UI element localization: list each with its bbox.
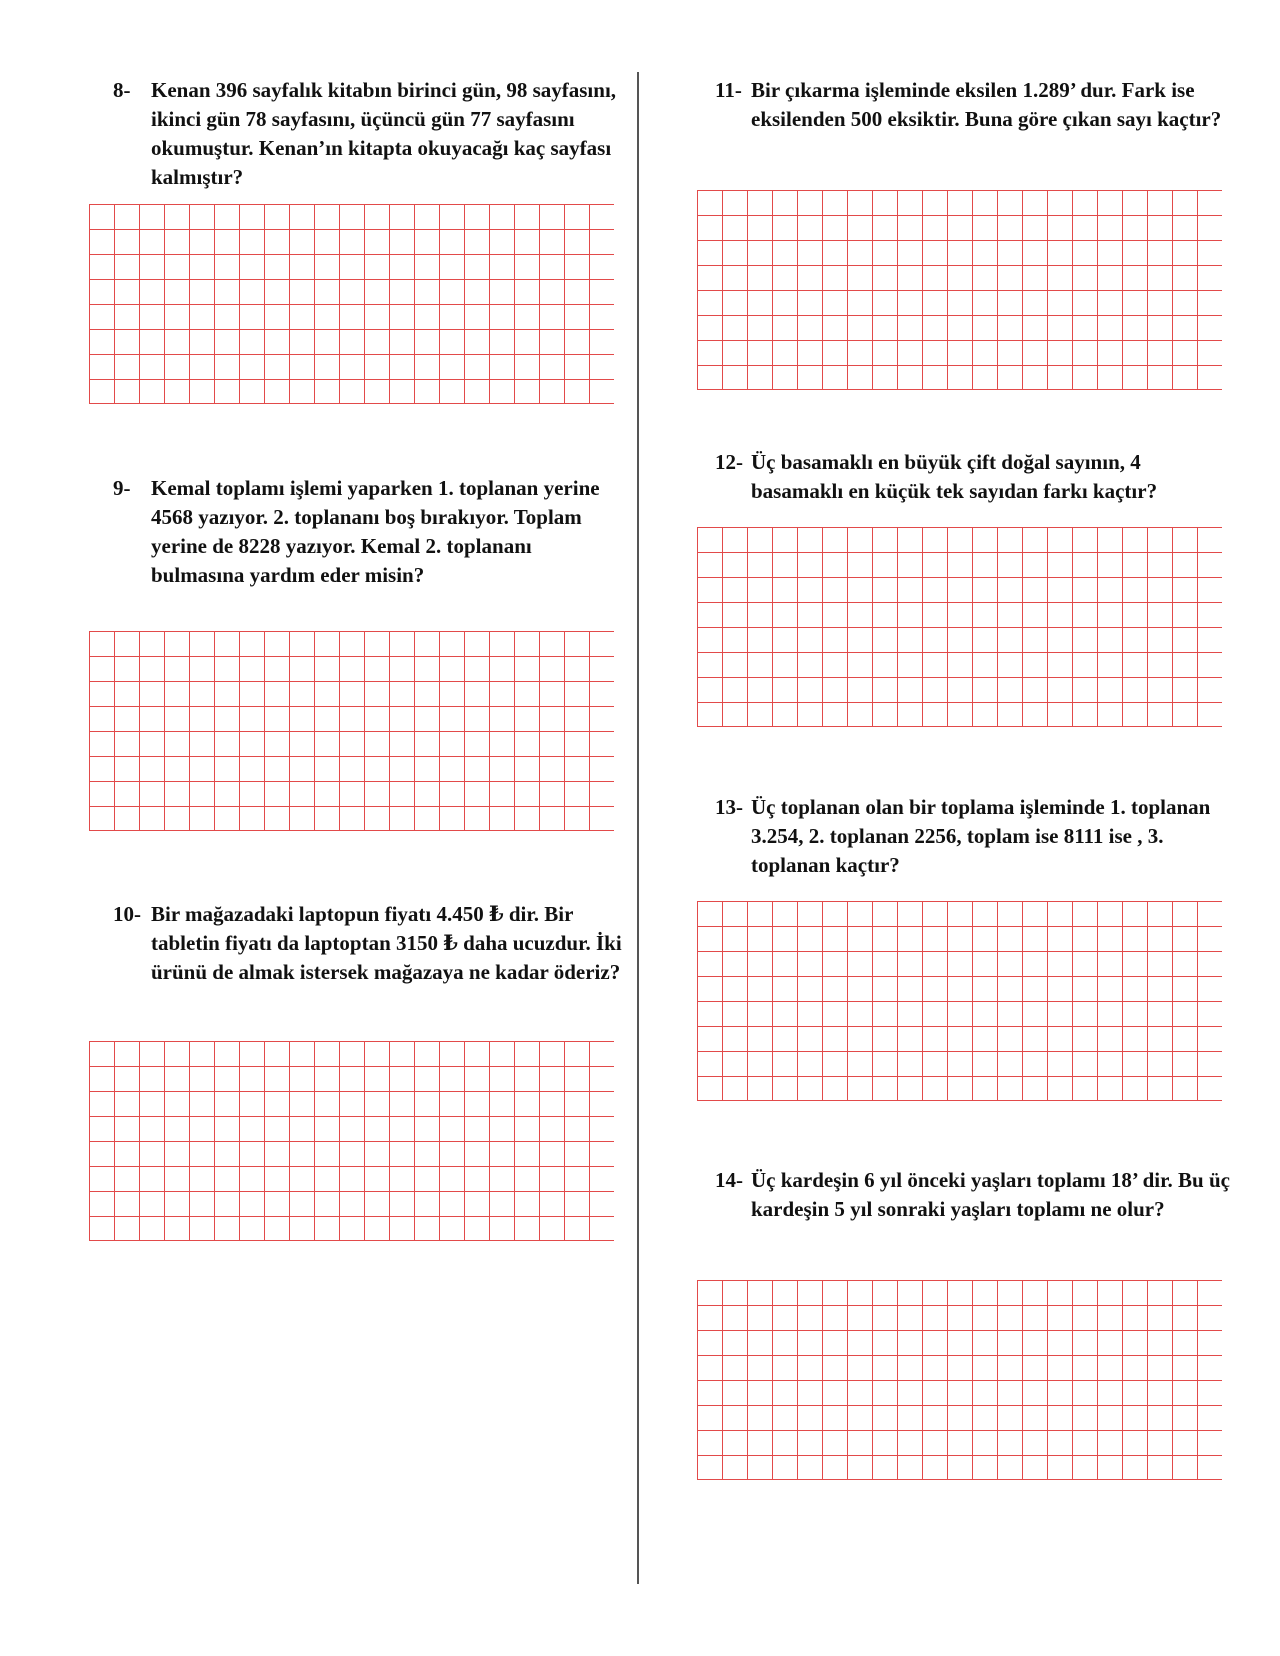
question-9 (113, 474, 623, 590)
question-text: Bir mağazadaki laptopun fiyatı 4.450 ₺ dir. Bir tabletin fiyatı da laptoptan 3150 ₺ daha ucuzdur. İki ürünü de almak istersek mağazaya ne kadar öderiz? (151, 902, 622, 984)
question-text: Üç toplanan olan bir toplama işleminde 1. toplanan 3.254, 2. toplanan 2256, toplam ise 8111 ise , 3. toplanan kaçtır? (751, 795, 1211, 877)
question-12 (715, 448, 1235, 506)
question-number: 14- (715, 1168, 743, 1192)
answer-grid-12[interactable] (697, 527, 1222, 727)
question-number: 13- (715, 795, 743, 819)
question-number: 10- (113, 902, 141, 926)
answer-grid-13[interactable] (697, 901, 1222, 1101)
question-number: 9- (113, 476, 131, 500)
question-text: Kenan 396 sayfalık kitabın birinci gün, 98 sayfasını, ikinci gün 78 sayfasını, üçüncü gün 77 sayfasını okumuştur. Kenan’ın kitapta okuyacağı kaç sayfası kalmıştır? (151, 78, 617, 189)
question-11 (715, 76, 1235, 134)
answer-grid-8[interactable] (89, 204, 614, 404)
column-divider (637, 72, 639, 1584)
question-text: Bir çıkarma işleminde eksilen 1.289’ dur. Fark ise eksilenden 500 eksiktir. Buna göre çıkan sayı kaçtır? (751, 78, 1222, 131)
question-8 (113, 76, 623, 192)
answer-grid-11[interactable] (697, 190, 1222, 390)
question-10 (113, 900, 623, 987)
question-number: 12- (715, 450, 743, 474)
answer-grid-9[interactable] (89, 631, 614, 831)
question-text: Üç kardeşin 6 yıl önceki yaşları toplamı 18’ dir. Bu üç kardeşin 5 yıl sonraki yaşları toplamı ne olur? (751, 1168, 1230, 1221)
question-number: 11- (715, 78, 742, 102)
answer-grid-14[interactable] (697, 1280, 1222, 1480)
question-13 (715, 793, 1235, 880)
question-text: Üç basamaklı en büyük çift doğal sayının, 4 basamaklı en küçük tek sayıdan farkı kaçtır? (751, 450, 1158, 503)
question-text: Kemal toplamı işlemi yaparken 1. toplanan yerine 4568 yazıyor. 2. toplananı boş bırakıyor. Toplam yerine de 8228 yazıyor. Kemal 2. toplananı bulmasına yardım eder misin? (151, 476, 600, 587)
question-14 (715, 1166, 1235, 1224)
question-number: 8- (113, 78, 131, 102)
answer-grid-10[interactable] (89, 1041, 614, 1241)
